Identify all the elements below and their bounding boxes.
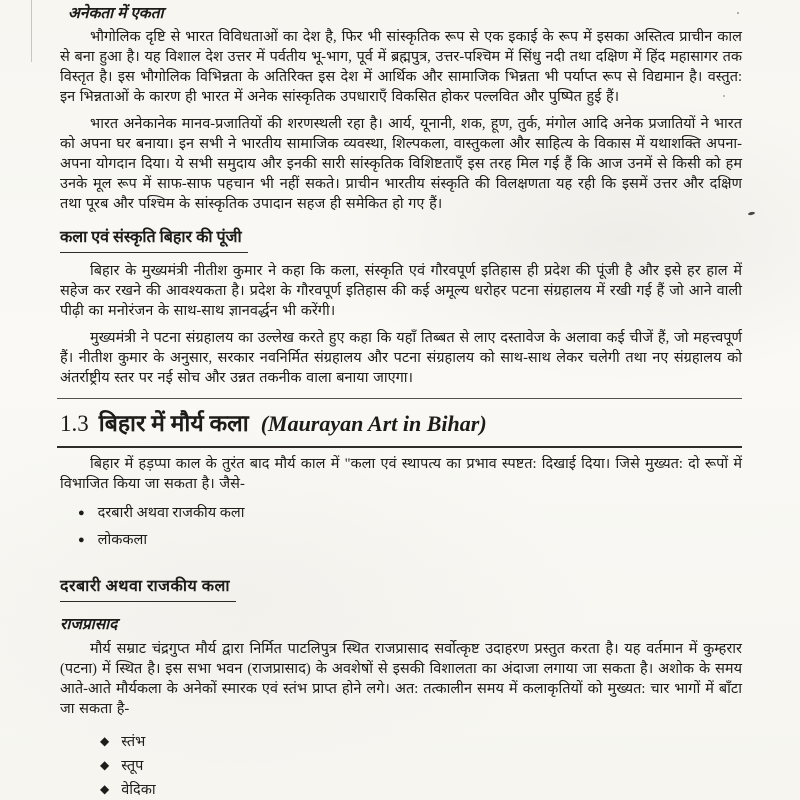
diamond-bullet-icon: ◆ <box>100 782 110 796</box>
unity-in-diversity-heading: अनेकता में एकता <box>68 5 164 22</box>
capital-paragraph-1: बिहार के मुख्यमंत्री नीतीश कुमार ने कहा कि कला, संस्कृति एवं गौरवपूर्ण इतिहास ही प्रदेश की पूंजी है और इसे हर हाल में सहेज कर रखने की आवश्यकता है। प्रदेश के गौरवपूर्ण इतिहास की कई अमूल्य धरोहर पटना संग्रहालय में रखी गई हैं जो आने वाली पीढ़ी का मनोरंजन के साथ-साथ ज्ञानवर्द्धन भी करेंगी। <box>60 263 742 319</box>
maurya-section-header <box>57 398 742 448</box>
section-title-english: (Maurayan Art in Bihar) <box>260 411 487 436</box>
intro-paragraph-1: भौगोलिक दृष्टि से भारत विविधताओं का देश है, फिर भी सांस्कृतिक रूप से एक इकाई के रूप में इसका अस्तित्व प्राचीन काल से बना हुआ है। यह विशाल देश उत्तर में पर्वतीय भू-भाग, पूर्व में ब्रह्मपुत्र, उत्तर-पश्चिम में सिंधु नदी तथा दक्षिण में हिंद महासागर तक विस्तृत है। इस भौगोलिक विभिन्नता के अतिरिक्त इस देश में आर्थिक और सामाजिक भिन्नता भी पर्याप्त रूप से विद्यमान है। वस्तुत: इन भिन्नताओं के कारण ही भारत में अनेक सांस्कृतिक उपधाराएँ विकसित होकर पल्लवित और पुष्पित हुई हैं। <box>60 29 742 105</box>
darbari-royal-art-heading: दरबारी अथवा राजकीय कला <box>60 577 236 602</box>
list-item-label: लोककला <box>97 532 148 548</box>
list-item-label: स्तंभ <box>121 734 146 750</box>
list-item <box>78 503 742 524</box>
list-item <box>100 780 742 800</box>
scan-speck <box>737 12 739 14</box>
list-item-label: स्तूप <box>121 758 144 774</box>
scan-speck <box>723 95 725 97</box>
list-item <box>100 756 742 776</box>
section-title-hindi: बिहार में मौर्य कला <box>98 411 249 436</box>
scan-speck <box>748 211 755 215</box>
scan-edge-line <box>31 0 32 62</box>
bullet-icon: ● <box>78 534 85 546</box>
diamond-bullet-icon: ◆ <box>100 758 110 772</box>
rajprasad-paragraph: मौर्य सम्राट चंद्रगुप्त मौर्य द्वारा निर्मित पाटलिपुत्र स्थित राजप्रासाद सर्वोत्कृष्ट उदाहरण प्रस्तुत करता है। यह वर्तमान में कुम्हरार (पटना) में स्थित है। इस सभा भवन (राजप्रासाद) के अवशेषों से इसकी विशालता का अंदाजा लगाया जा सकता है। अशोक के समय आते-आते मौर्यकला के अनेकों स्मारक एवं स्तंभ प्राप्त होने लगे। अत: तत्कालीन समय में कलाकृतियों को मुख्यत: चार भागों में बाँटा जा सकता है- <box>60 641 742 717</box>
section-number: 1.3 <box>60 411 89 436</box>
list-item-label: वेदिका <box>121 782 156 798</box>
artifact-types-list <box>60 732 742 800</box>
diamond-bullet-icon: ◆ <box>100 734 110 748</box>
capital-paragraph-2: मुख्यमंत्री ने पटना संग्रहालय का उल्लेख करते हुए कहा कि यहाँ तिब्बत से लाए दस्तावेज के अलावा कई चीजें हैं, जो महत्त्वपूर्ण हैं। नीतीश कुमार के अनुसार, सरकार नवनिर्मित संग्रहालय और पटना संग्रहालय को साथ-साथ लेकर चलेगी तथा नए संग्रहालय को अंतर्राष्ट्रीय स्तर पर नई सोच और उन्नत तकनीक वाला बनाया जाएगा। <box>60 330 742 386</box>
list-item-label: दरबारी अथवा राजकीय कला <box>97 505 245 521</box>
art-culture-capital-heading: कला एवं संस्कृति बिहार की पूंजी <box>60 228 248 253</box>
bullet-icon: ● <box>78 507 85 519</box>
list-item <box>78 530 742 551</box>
intro-paragraph-2: भारत अनेकानेक मानव-प्रजातियों की शरणस्थली रहा है। आर्य, यूनानी, शक, हूण, तुर्क, मंगोल आदि अनेक प्रजातियों ने भारत को अपना घर बनाया। इन सभी ने भारतीय सामाजिक व्यवस्था, शिल्पकला, वास्तुकला और साहित्य के विकास में यथाशक्ति अपना-अपना योगदान दिया। ये सभी समुदाय और इनकी सारी सांस्कृतिक विशिष्टताएँ इस तरह मिल गई हैं कि आज उनमें से किसी को हम उनके मूल रूप में साफ-साफ पहचान भी नहीं सकते। प्राचीन भारतीय संस्कृति की विलक्षणता यह रही कि इसमें उत्तर और दक्षिण तथा पूरब और पश्चिम के सांस्कृतिक उपादान सहज ही समेकित हो गए हैं। <box>60 116 742 212</box>
list-item <box>100 732 742 752</box>
rajprasad-subheading: राजप्रासाद <box>60 616 118 633</box>
maurya-intro-paragraph: बिहार में हड़प्पा काल के तुरंत बाद मौर्य काल में "कला एवं स्थापत्य का प्रभाव स्पष्टत: दिखाई दिया। जिसे मुख्यत: दो रूपों में विभाजित किया जा सकता है। जैसे- <box>60 456 742 492</box>
maurya-art-forms-list <box>60 503 742 551</box>
